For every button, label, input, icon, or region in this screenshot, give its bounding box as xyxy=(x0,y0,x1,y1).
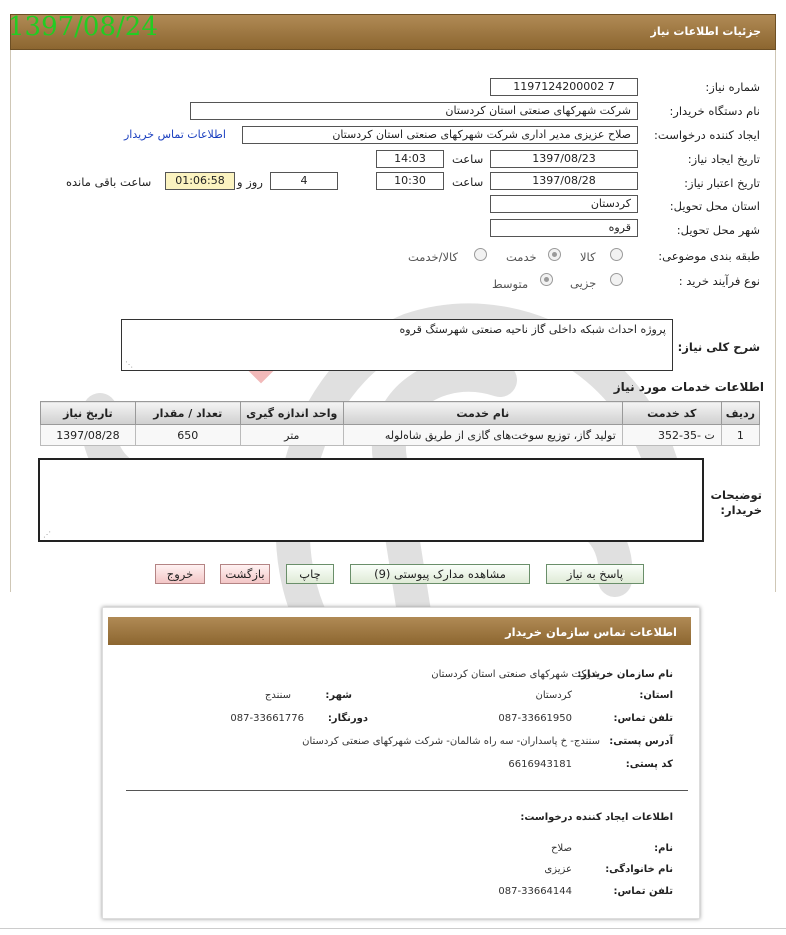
radio-category-goods-service-label: کالا/خدمت xyxy=(408,250,459,264)
page-title: جزئیات اطلاعات نیاز xyxy=(650,25,761,38)
contact-phone-value: 087-33661950 xyxy=(498,713,572,724)
col-need-date: تاریخ نیاز xyxy=(41,402,136,425)
remaining-days-field: 4 xyxy=(270,172,338,190)
delivery-province-field: کردستان xyxy=(490,195,638,213)
remaining-time-field: 01:06:58 xyxy=(165,172,235,190)
contact-city-value: سنندج xyxy=(264,690,291,701)
cell-service-name: تولید گاز، توزیع سوخت‌های گازی از طریق شاه‌لوله xyxy=(343,425,622,446)
delivery-city-field: قروه xyxy=(490,219,638,237)
radio-process-medium[interactable] xyxy=(540,273,553,286)
cell-need-date: 1397/08/28 xyxy=(41,425,136,446)
radio-process-minor-label: جزیی xyxy=(570,276,597,290)
contact-address-label: آدرس پستی: xyxy=(609,736,673,747)
services-title: اطلاعات خدمات مورد نیاز xyxy=(613,380,764,394)
bottom-divider xyxy=(0,928,786,929)
contact-postal-value: 6616943181 xyxy=(508,759,572,770)
contact-fax-label: دورنگار: xyxy=(327,713,368,724)
creator-phone-value: 087-33664144 xyxy=(498,886,572,897)
radio-process-medium-label: متوسط xyxy=(492,277,529,291)
need-number-label: شماره نیاز: xyxy=(705,80,760,94)
radio-category-goods-label: کالا xyxy=(580,250,596,264)
print-button[interactable]: چاپ xyxy=(286,564,334,584)
create-date-label: تاریخ ایجاد نیاز: xyxy=(687,152,760,166)
contact-org-value: شرکت شهرکهای صنعتی استان کردستان xyxy=(431,669,600,680)
contact-postal-label: کد پستی: xyxy=(625,759,673,770)
col-service-code: کد خدمت xyxy=(622,402,721,425)
remaining-label: ساعت باقی مانده xyxy=(66,175,152,189)
contact-address-value: سنندج- خ پاسداران- سه راه شالمان- شرکت شهرکهای صنعتی کردستان xyxy=(302,736,600,747)
table-header-row xyxy=(41,402,760,425)
radio-category-service[interactable] xyxy=(548,248,561,261)
creator-section-title: اطلاعات ایجاد کننده درخواست: xyxy=(520,812,673,823)
creator-first-name-value: صلاح xyxy=(551,843,572,854)
col-unit: واحد اندازه گیری xyxy=(240,402,343,425)
validity-date-label: تاریخ اعتبار نیاز: xyxy=(684,176,760,190)
validity-time-field: 10:30 xyxy=(376,172,444,190)
contact-phone-label: تلفن تماس: xyxy=(613,713,673,724)
radio-category-goods-service[interactable] xyxy=(474,248,487,261)
radio-category-goods[interactable] xyxy=(610,248,623,261)
requester-label: ایجاد کننده درخواست: xyxy=(654,128,760,142)
reply-button[interactable]: پاسخ به نیاز xyxy=(546,564,644,584)
resize-grip-icon: ⋰ xyxy=(125,360,133,369)
buyer-notes-label: توضیحات خریدار: xyxy=(710,488,762,517)
validity-date-field: 1397/08/28 xyxy=(490,172,638,190)
delivery-province-label: استان محل تحویل: xyxy=(669,199,760,213)
creator-first-name-label: نام: xyxy=(654,843,673,854)
creator-last-name-label: نام خانوادگی: xyxy=(605,864,673,875)
creator-phone-label: تلفن تماس: xyxy=(613,886,673,897)
contact-org-label: نام سازمان خریدار: xyxy=(577,669,673,680)
resize-grip-icon: ⋰ xyxy=(43,530,51,539)
contact-fax-value: 087-33661776 xyxy=(230,713,304,724)
col-quantity: تعداد / مقدار xyxy=(135,402,240,425)
attachments-button[interactable]: مشاهده مدارک پیوستی (9) xyxy=(350,564,530,584)
creator-last-name-value: عزیزی xyxy=(544,864,572,875)
create-time-label: ساعت xyxy=(452,152,484,166)
cell-service-code: ت -35-352 xyxy=(622,425,721,446)
days-label: روز و xyxy=(237,175,263,189)
radio-category-service-label: خدمت xyxy=(506,250,537,264)
cell-quantity: 650 xyxy=(135,425,240,446)
contact-card-header xyxy=(108,617,691,645)
summary-field xyxy=(121,319,673,371)
contact-province-value: کردستان xyxy=(535,690,572,701)
delivery-city-label: شهر محل تحویل: xyxy=(676,223,760,237)
cell-unit: متر xyxy=(240,425,343,446)
col-service-name: نام خدمت xyxy=(343,402,622,425)
contact-card-title: اطلاعات تماس سازمان خریدار xyxy=(505,625,677,639)
radio-process-minor[interactable] xyxy=(610,273,623,286)
buyer-org-field: شرکت شهرکهای صنعتی استان کردستان xyxy=(190,102,638,120)
summary-label: شرح کلی نیاز: xyxy=(677,340,760,354)
create-time-field: 14:03 xyxy=(376,150,444,168)
buyer-notes-field xyxy=(38,458,704,542)
validity-time-label: ساعت xyxy=(452,175,484,189)
cell-row: 1 xyxy=(721,425,759,446)
requester-field: صلاح عزیزی مدیر اداری شرکت شهرکهای صنعتی استان کردستان xyxy=(242,126,638,144)
contact-city-label: شهر: xyxy=(325,690,352,701)
contact-province-label: استان: xyxy=(639,690,673,701)
category-label: طبقه بندی موضوعی: xyxy=(658,249,760,263)
date-stamp: 1397/08/24 xyxy=(8,12,158,42)
need-number-field: 1197124200002 7 xyxy=(490,78,638,96)
buyer-contact-link[interactable]: اطلاعات تماس خریدار xyxy=(124,128,226,141)
table-row xyxy=(41,425,760,446)
create-date-field: 1397/08/23 xyxy=(490,150,638,168)
col-row: ردیف xyxy=(721,402,759,425)
exit-button[interactable]: خروج xyxy=(155,564,205,584)
process-label: نوع فرآیند خرید : xyxy=(678,274,760,288)
services-table xyxy=(40,401,760,446)
buyer-org-label: نام دستگاه خریدار: xyxy=(669,104,760,118)
back-button[interactable]: بازگشت xyxy=(220,564,270,584)
summary-text: پروژه احداث شبکه داخلی گاز ناحیه صنعتی شهرستگ قروه xyxy=(399,323,666,336)
contact-divider xyxy=(126,790,688,791)
